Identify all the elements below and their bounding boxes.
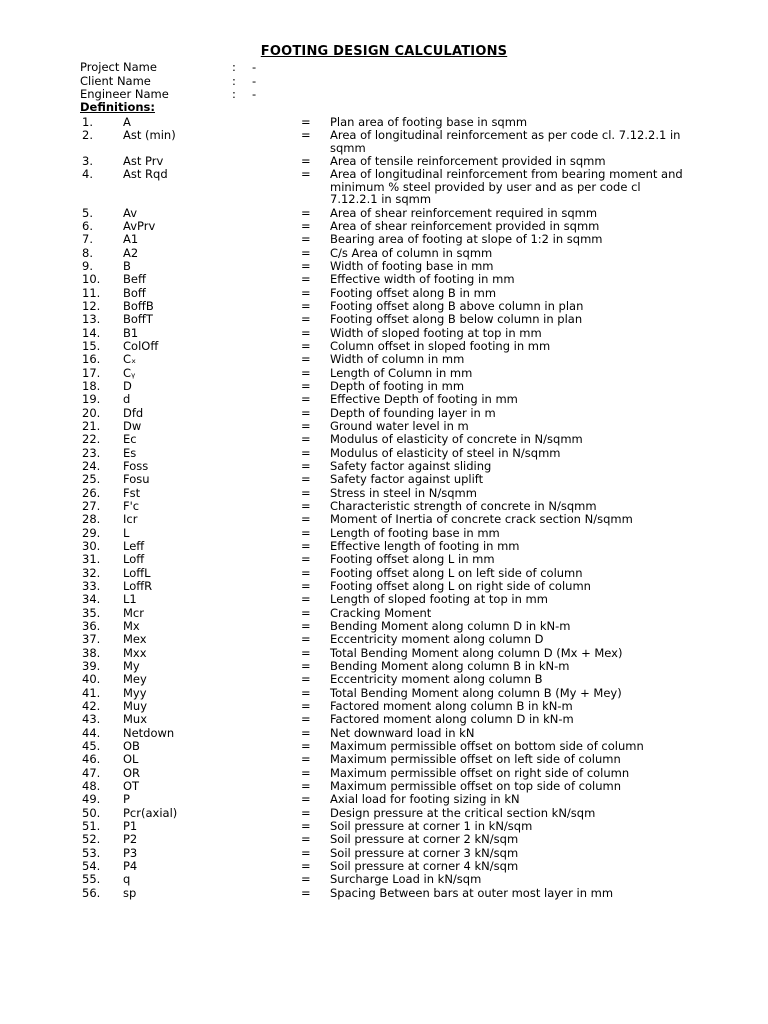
definition-description: Footing offset along L on right side of column (330, 579, 591, 593)
definition-equals: = (301, 115, 311, 129)
definition-number: 7. (82, 232, 93, 247)
definition-row (0, 793, 768, 806)
definition-symbol: Ec (123, 432, 137, 447)
definition-equals: = (301, 632, 311, 647)
definition-symbol: D (123, 379, 132, 394)
definition-description: Area of longitudinal reinforcement from bearing moment and minimum % steel provided by user and as per code cl 7.12.2.1 in sqmm (330, 167, 683, 207)
definition-number: 53. (82, 845, 101, 860)
definition-symbol: Es (123, 445, 137, 460)
definition-symbol: My (123, 658, 140, 673)
definition-row (0, 313, 768, 326)
definition-number: 28. (82, 512, 101, 527)
definition-row (0, 780, 768, 793)
definition-row (0, 380, 768, 393)
definition-description: Surcharge Load in kN/sqm (330, 872, 482, 887)
definition-description: Width of column in mm (330, 352, 465, 367)
definition-symbol: Mx (123, 618, 140, 633)
definition-row (0, 207, 768, 220)
definition-symbol: P (123, 792, 130, 807)
definition-equals: = (301, 552, 311, 567)
definition-description: Factored moment along column D in kN-m (330, 712, 574, 727)
definition-symbol: BoffT (123, 312, 153, 327)
definition-description: Bending Moment along column D in kN-m (330, 618, 571, 633)
definition-symbol: Mey (123, 672, 147, 687)
definition-number: 12. (82, 299, 101, 314)
definition-equals: = (301, 605, 311, 620)
definition-equals: = (301, 499, 311, 514)
definition-description: Soil pressure at corner 2 kN/sqm (330, 832, 519, 847)
definition-symbol: Mcr (123, 605, 144, 620)
definition-row (0, 500, 768, 513)
definition-equals: = (301, 405, 311, 420)
definition-symbol: A (123, 115, 131, 129)
document-title: FOOTING DESIGN CALCULATIONS (260, 44, 508, 59)
definition-description: Maximum permissible offset on bottom side of column (330, 738, 644, 753)
definition-equals: = (301, 645, 311, 660)
project-name-colon: : (232, 60, 236, 74)
definition-equals: = (301, 392, 311, 407)
definition-number: 2. (82, 128, 93, 143)
definition-number: 51. (82, 818, 101, 833)
definition-number: 44. (82, 725, 101, 740)
definition-row (0, 687, 768, 700)
definition-row (0, 273, 768, 286)
definition-symbol: OT (123, 778, 140, 793)
definition-number: 20. (82, 405, 101, 420)
definition-description: Ground water level in m (330, 419, 469, 434)
definition-symbol: Muy (123, 698, 148, 713)
definition-row (0, 873, 768, 886)
definition-row (0, 527, 768, 540)
definition-symbol: B1 (123, 325, 139, 340)
definition-equals: = (301, 792, 311, 807)
definition-number: 32. (82, 565, 101, 580)
definition-equals: = (301, 698, 311, 713)
definition-description: Area of longitudinal reinforcement as per code cl. 7.12.2.1 in sqmm (330, 128, 681, 155)
definition-number: 45. (82, 738, 101, 753)
definition-number: 6. (82, 219, 93, 234)
definition-description: Axial load for footing sizing in kN (330, 792, 520, 807)
definition-row (0, 553, 768, 566)
definition-row (0, 540, 768, 553)
definition-equals: = (301, 167, 311, 182)
definition-number: 4. (82, 167, 93, 182)
definition-number: 36. (82, 618, 101, 633)
definition-row (0, 287, 768, 300)
definition-number: 27. (82, 499, 101, 514)
definition-equals: = (301, 245, 311, 260)
definition-equals: = (301, 752, 311, 767)
definition-description: Area of shear reinforcement required in sqmm (330, 205, 598, 220)
definition-row (0, 116, 768, 129)
definition-symbol: Cₓ (123, 352, 137, 367)
definition-row (0, 460, 768, 473)
definition-description: Eccentricity moment along column D (330, 632, 544, 647)
definition-description: Moment of Inertia of concrete crack section N/sqmm (330, 512, 633, 527)
definition-description: Footing offset along B in mm (330, 285, 497, 300)
definition-equals: = (301, 205, 311, 220)
definition-number: 38. (82, 645, 101, 660)
definition-number: 40. (82, 672, 101, 687)
definition-description: Factored moment along column B in kN-m (330, 698, 573, 713)
definition-symbol: OL (123, 752, 139, 767)
definition-row (0, 833, 768, 846)
definition-row (0, 673, 768, 686)
definition-symbol: Av (123, 205, 137, 220)
definition-description: Total Bending Moment along column D (Mx + Mex) (330, 645, 623, 660)
definition-row (0, 633, 768, 646)
definition-description: Maximum permissible offset on left side of column (330, 752, 621, 767)
definition-row (0, 700, 768, 713)
definition-number: 8. (82, 245, 93, 260)
definition-description: Length of Column in mm (330, 365, 473, 380)
definition-description: Modulus of elasticity of steel in N/sqmm (330, 445, 561, 460)
definition-number: 17. (82, 365, 101, 380)
client-name-label: Client Name (80, 73, 151, 88)
definition-description: Column offset in sloped footing in mm (330, 339, 551, 354)
engineer-name-label: Engineer Name (80, 87, 169, 101)
definition-description: Eccentricity moment along column B (330, 672, 543, 687)
definition-row (0, 807, 768, 820)
definition-equals: = (301, 232, 311, 247)
definition-number: 19. (82, 392, 101, 407)
definition-equals: = (301, 565, 311, 580)
definition-equals: = (301, 445, 311, 460)
definition-row (0, 660, 768, 673)
definition-symbol: Mex (123, 632, 147, 647)
definition-number: 43. (82, 712, 101, 727)
definition-number: 42. (82, 698, 101, 713)
definition-description: Bearing area of footing at slope of 1:2 in sqmm (330, 232, 603, 247)
definition-row (0, 260, 768, 273)
definition-description: Net downward load in kN (330, 725, 475, 740)
definition-equals: = (301, 525, 311, 540)
definition-row (0, 567, 768, 580)
definition-equals: = (301, 858, 311, 873)
definition-description: Modulus of elasticity of concrete in N/sqmm (330, 432, 583, 447)
definition-number: 49. (82, 792, 101, 807)
definition-description: Footing offset along B below column in plan (330, 312, 583, 327)
definition-equals: = (301, 299, 311, 314)
definition-row (0, 129, 768, 154)
engineer-name-colon: : (232, 87, 236, 101)
definition-symbol: OR (123, 765, 141, 780)
definition-equals: = (301, 805, 311, 820)
definition-row (0, 233, 768, 246)
definition-number: 35. (82, 605, 101, 620)
definition-row (0, 407, 768, 420)
definition-row (0, 767, 768, 780)
definition-number: 39. (82, 658, 101, 673)
definition-symbol: Leff (123, 539, 145, 554)
definition-equals: = (301, 765, 311, 780)
definition-number: 16. (82, 352, 101, 367)
definition-description: Characteristic strength of concrete in N/sqmm (330, 499, 597, 514)
definition-symbol: Beff (123, 272, 146, 287)
definition-symbol: B (123, 259, 131, 274)
definition-row (0, 513, 768, 526)
definition-equals: = (301, 352, 311, 367)
definition-equals: = (301, 725, 311, 740)
definition-row (0, 168, 768, 206)
definition-equals: = (301, 485, 311, 500)
definition-number: 54. (82, 858, 101, 873)
definition-description: Effective length of footing in mm (330, 539, 520, 554)
definition-number: 50. (82, 805, 101, 820)
definition-equals: = (301, 672, 311, 687)
definition-description: Depth of founding layer in m (330, 405, 496, 420)
definition-symbol: Cᵧ (123, 365, 136, 380)
definition-equals: = (301, 658, 311, 673)
definition-number: 25. (82, 472, 101, 487)
definition-symbol: Ast Prv (123, 154, 164, 169)
definition-symbol: Mux (123, 712, 148, 727)
definition-equals: = (301, 885, 311, 900)
definition-description: Cracking Moment (330, 605, 432, 620)
definition-symbol: LoffR (123, 579, 153, 593)
definition-symbol: Ast (min) (123, 128, 176, 143)
definition-symbol: BoffB (123, 299, 154, 314)
definition-symbol: F'c (123, 499, 140, 514)
definition-number: 13. (82, 312, 101, 327)
definition-row (0, 887, 768, 900)
definition-description: Footing offset along L on left side of column (330, 565, 583, 580)
definition-equals: = (301, 512, 311, 527)
definition-equals: = (301, 618, 311, 633)
definition-number: 22. (82, 432, 101, 447)
definition-equals: = (301, 592, 311, 607)
definition-number: 33. (82, 579, 101, 593)
definition-equals: = (301, 872, 311, 887)
definition-description: Soil pressure at corner 3 kN/sqm (330, 845, 519, 860)
definition-row (0, 155, 768, 168)
definition-description: Depth of footing in mm (330, 379, 465, 394)
definition-row (0, 220, 768, 233)
definition-row (0, 713, 768, 726)
definition-number: 55. (82, 872, 101, 887)
definition-row (0, 593, 768, 606)
definition-number: 37. (82, 632, 101, 647)
definition-number: 26. (82, 485, 101, 500)
client-name-colon: : (232, 73, 236, 88)
definition-row (0, 340, 768, 353)
definition-description: Safety factor against uplift (330, 472, 484, 487)
definition-symbol: Myy (123, 685, 147, 700)
definition-row (0, 607, 768, 620)
definition-symbol: Ast Rqd (123, 167, 168, 182)
definition-equals: = (301, 432, 311, 447)
definition-symbol: Pcr(axial) (123, 805, 178, 820)
definition-number: 34. (82, 592, 101, 607)
definition-equals: = (301, 219, 311, 234)
definition-description: Footing offset along L in mm (330, 552, 495, 567)
project-name-label: Project Name (80, 60, 157, 74)
project-name-value: - (252, 60, 257, 74)
definition-description: Length of footing base in mm (330, 525, 500, 540)
definition-row (0, 580, 768, 593)
definition-row (0, 860, 768, 873)
definition-number: 1. (82, 115, 93, 129)
definition-description: Area of shear reinforcement provided in sqmm (330, 219, 600, 234)
definition-symbol: Fst (123, 485, 141, 500)
definition-description: Area of tensile reinforcement provided in sqmm (330, 154, 606, 169)
definition-row (0, 447, 768, 460)
definition-equals: = (301, 128, 311, 143)
definition-description: Total Bending Moment along column B (My + Mey) (330, 685, 622, 700)
definition-description: Footing offset along B above column in plan (330, 299, 584, 314)
definition-symbol: P3 (123, 845, 138, 860)
definition-symbol: Netdown (123, 725, 175, 740)
definition-description: Stress in steel in N/sqmm (330, 485, 477, 500)
definition-number: 21. (82, 419, 101, 434)
definition-number: 11. (82, 285, 101, 300)
definition-symbol: q (123, 872, 131, 887)
definition-symbol: Icr (123, 512, 138, 527)
definition-row (0, 367, 768, 380)
definition-row (0, 620, 768, 633)
definition-equals: = (301, 778, 311, 793)
definition-symbol: Boff (123, 285, 146, 300)
definition-row (0, 727, 768, 740)
definition-row (0, 647, 768, 660)
definition-number: 14. (82, 325, 101, 340)
definition-symbol: Mxx (123, 645, 147, 660)
definition-equals: = (301, 459, 311, 474)
definition-description: Soil pressure at corner 1 in kN/sqm (330, 818, 533, 833)
definition-row (0, 433, 768, 446)
definition-equals: = (301, 539, 311, 554)
definition-equals: = (301, 312, 311, 327)
definition-symbol: L1 (123, 592, 137, 607)
definition-description: Effective Depth of footing in mm (330, 392, 518, 407)
definition-symbol: Dw (123, 419, 142, 434)
client-name-value: - (252, 73, 257, 88)
definition-number: 5. (82, 205, 93, 220)
definition-number: 3. (82, 154, 93, 169)
definition-description: Width of footing base in mm (330, 259, 494, 274)
definition-number: 9. (82, 259, 93, 274)
definition-row (0, 300, 768, 313)
definition-description: Maximum permissible offset on right side of column (330, 765, 630, 780)
definition-number: 46. (82, 752, 101, 767)
definition-number: 18. (82, 379, 101, 394)
definition-number: 29. (82, 525, 101, 540)
definition-symbol: Foss (123, 459, 149, 474)
definition-row (0, 487, 768, 500)
definition-symbol: OB (123, 738, 140, 753)
definition-description: Safety factor against sliding (330, 459, 492, 474)
definition-description: Maximum permissible offset on top side of column (330, 778, 621, 793)
definition-row (0, 753, 768, 766)
definition-equals: = (301, 325, 311, 340)
definition-equals: = (301, 379, 311, 394)
definition-row (0, 353, 768, 366)
definition-description: Spacing Between bars at outer most layer in mm (330, 885, 614, 900)
definition-equals: = (301, 818, 311, 833)
definition-equals: = (301, 259, 311, 274)
definition-number: 30. (82, 539, 101, 554)
definitions-list (0, 116, 768, 900)
definition-number: 24. (82, 459, 101, 474)
definition-row (0, 847, 768, 860)
definition-equals: = (301, 712, 311, 727)
definition-equals: = (301, 339, 311, 354)
definition-symbol: A2 (123, 245, 139, 260)
definition-symbol: Dfd (123, 405, 144, 420)
definition-equals: = (301, 845, 311, 860)
definition-description: Soil pressure at corner 4 kN/sqm (330, 858, 519, 873)
definition-equals: = (301, 472, 311, 487)
definition-symbol: A1 (123, 232, 139, 247)
definition-number: 10. (82, 272, 101, 287)
definition-description: C/s Area of column in sqmm (330, 245, 493, 260)
definition-row (0, 820, 768, 833)
definition-number: 23. (82, 445, 101, 460)
definition-description: Bending Moment along column B in kN-m (330, 658, 570, 673)
definition-equals: = (301, 832, 311, 847)
engineer-name-value: - (252, 87, 257, 101)
definition-number: 52. (82, 832, 101, 847)
definition-symbol: P2 (123, 832, 138, 847)
definition-description: Plan area of footing base in sqmm (330, 115, 528, 129)
definition-number: 48. (82, 778, 101, 793)
definition-symbol: d (123, 392, 131, 407)
definition-symbol: ColOff (123, 339, 159, 354)
definition-symbol: Fosu (123, 472, 150, 487)
definition-symbol: LoffL (123, 565, 151, 580)
definition-number: 56. (82, 885, 101, 900)
definition-number: 31. (82, 552, 101, 567)
definition-symbol: sp (123, 885, 137, 900)
definition-symbol: L (123, 525, 130, 540)
definition-equals: = (301, 365, 311, 380)
definition-number: 15. (82, 339, 101, 354)
definition-description: Design pressure at the critical section kN/sqm (330, 805, 596, 820)
definition-row (0, 327, 768, 340)
definition-equals: = (301, 285, 311, 300)
definition-equals: = (301, 272, 311, 287)
definition-description: Effective width of footing in mm (330, 272, 515, 287)
definition-description: Width of sloped footing at top in mm (330, 325, 542, 340)
definition-equals: = (301, 738, 311, 753)
definition-symbol: AvPrv (123, 219, 156, 234)
definition-row (0, 247, 768, 260)
definition-symbol: P1 (123, 818, 138, 833)
definition-equals: = (301, 579, 311, 593)
definition-equals: = (301, 154, 311, 169)
definition-row (0, 740, 768, 753)
definition-description: Length of sloped footing at top in mm (330, 592, 548, 607)
definitions-heading: Definitions: (80, 100, 155, 114)
definition-row (0, 473, 768, 486)
definition-row (0, 393, 768, 406)
definition-equals: = (301, 685, 311, 700)
definition-equals: = (301, 419, 311, 434)
definition-row (0, 420, 768, 433)
definition-number: 47. (82, 765, 101, 780)
definition-symbol: P4 (123, 858, 138, 873)
definition-number: 41. (82, 685, 101, 700)
definition-symbol: Loff (123, 552, 145, 567)
